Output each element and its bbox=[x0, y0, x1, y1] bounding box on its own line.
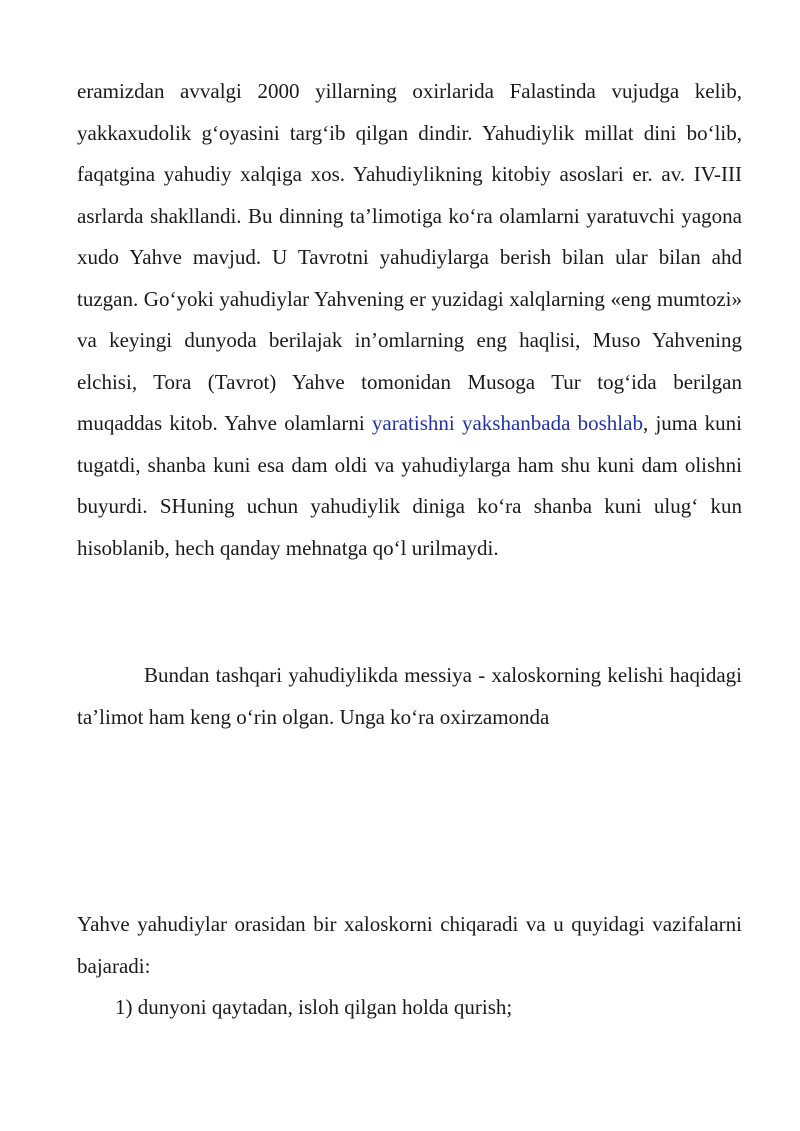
body-paragraph-3: Yahve yahudiylar orasidan bir xaloskorni chiqaradi va u quyidagi vazifalarni bajaradi: bbox=[77, 912, 742, 978]
body-paragraph-1 bbox=[77, 71, 742, 569]
hyperlink-yaratishni[interactable]: yaratishni yakshanbada boshlab bbox=[371, 411, 643, 435]
body-paragraph-2: Bundan tashqari yahudiylikda messiya - xaloskorning kelishi haqidagi ta’limot ham keng o‘rin olgan. Unga ko‘ra oxirzamonda bbox=[77, 663, 742, 729]
list-item-1: 1) dunyoni qaytadan, isloh qilgan holda qurish; bbox=[115, 995, 513, 1019]
paragraph-1-text-end: , juma kuni tugatdi, shanba kuni esa dam oldi va yahudiylarga ham shu kuni dam olishni buyurdi. SHuning uchun yahudiylik diniga ko‘ra shanba kuni ulug‘ kun hisoblanib, hech qanday mehnatga qo‘l urilmaydi. bbox=[77, 411, 743, 560]
paragraph-1-text-start: eramizdan avvalgi 2000 yillarning oxirlarida Falastinda vujudga kelib, yakkaxudolik g‘oyasini targ‘ib qilgan dindir. Yahudiylik millat dini bo‘lib, faqatgina yahudiy xalqiga xos. Yahudiylikning kitobiy asoslari er. av. IV-III asrlarda shakllandi. Bu dinning ta’limotiga ko‘ra olamlarni yaratuvchi yagona xudo Yahve mavjud. U Tavrotni yahudiylarga berish bilan ular bilan ahd tuzgan. Go‘yoki yahudiylar Yahvening er yuzidagi xalqlarning «eng mumtozi» va keyingi dunyoda berilajak in’omlarning eng haqlisi, Muso Yahvening elchisi, Tora (Tavrot) Yahve tomonidan Musoga Tur tog‘ida berilgan muqaddas kitob. Yahve olamlarni bbox=[77, 79, 742, 435]
